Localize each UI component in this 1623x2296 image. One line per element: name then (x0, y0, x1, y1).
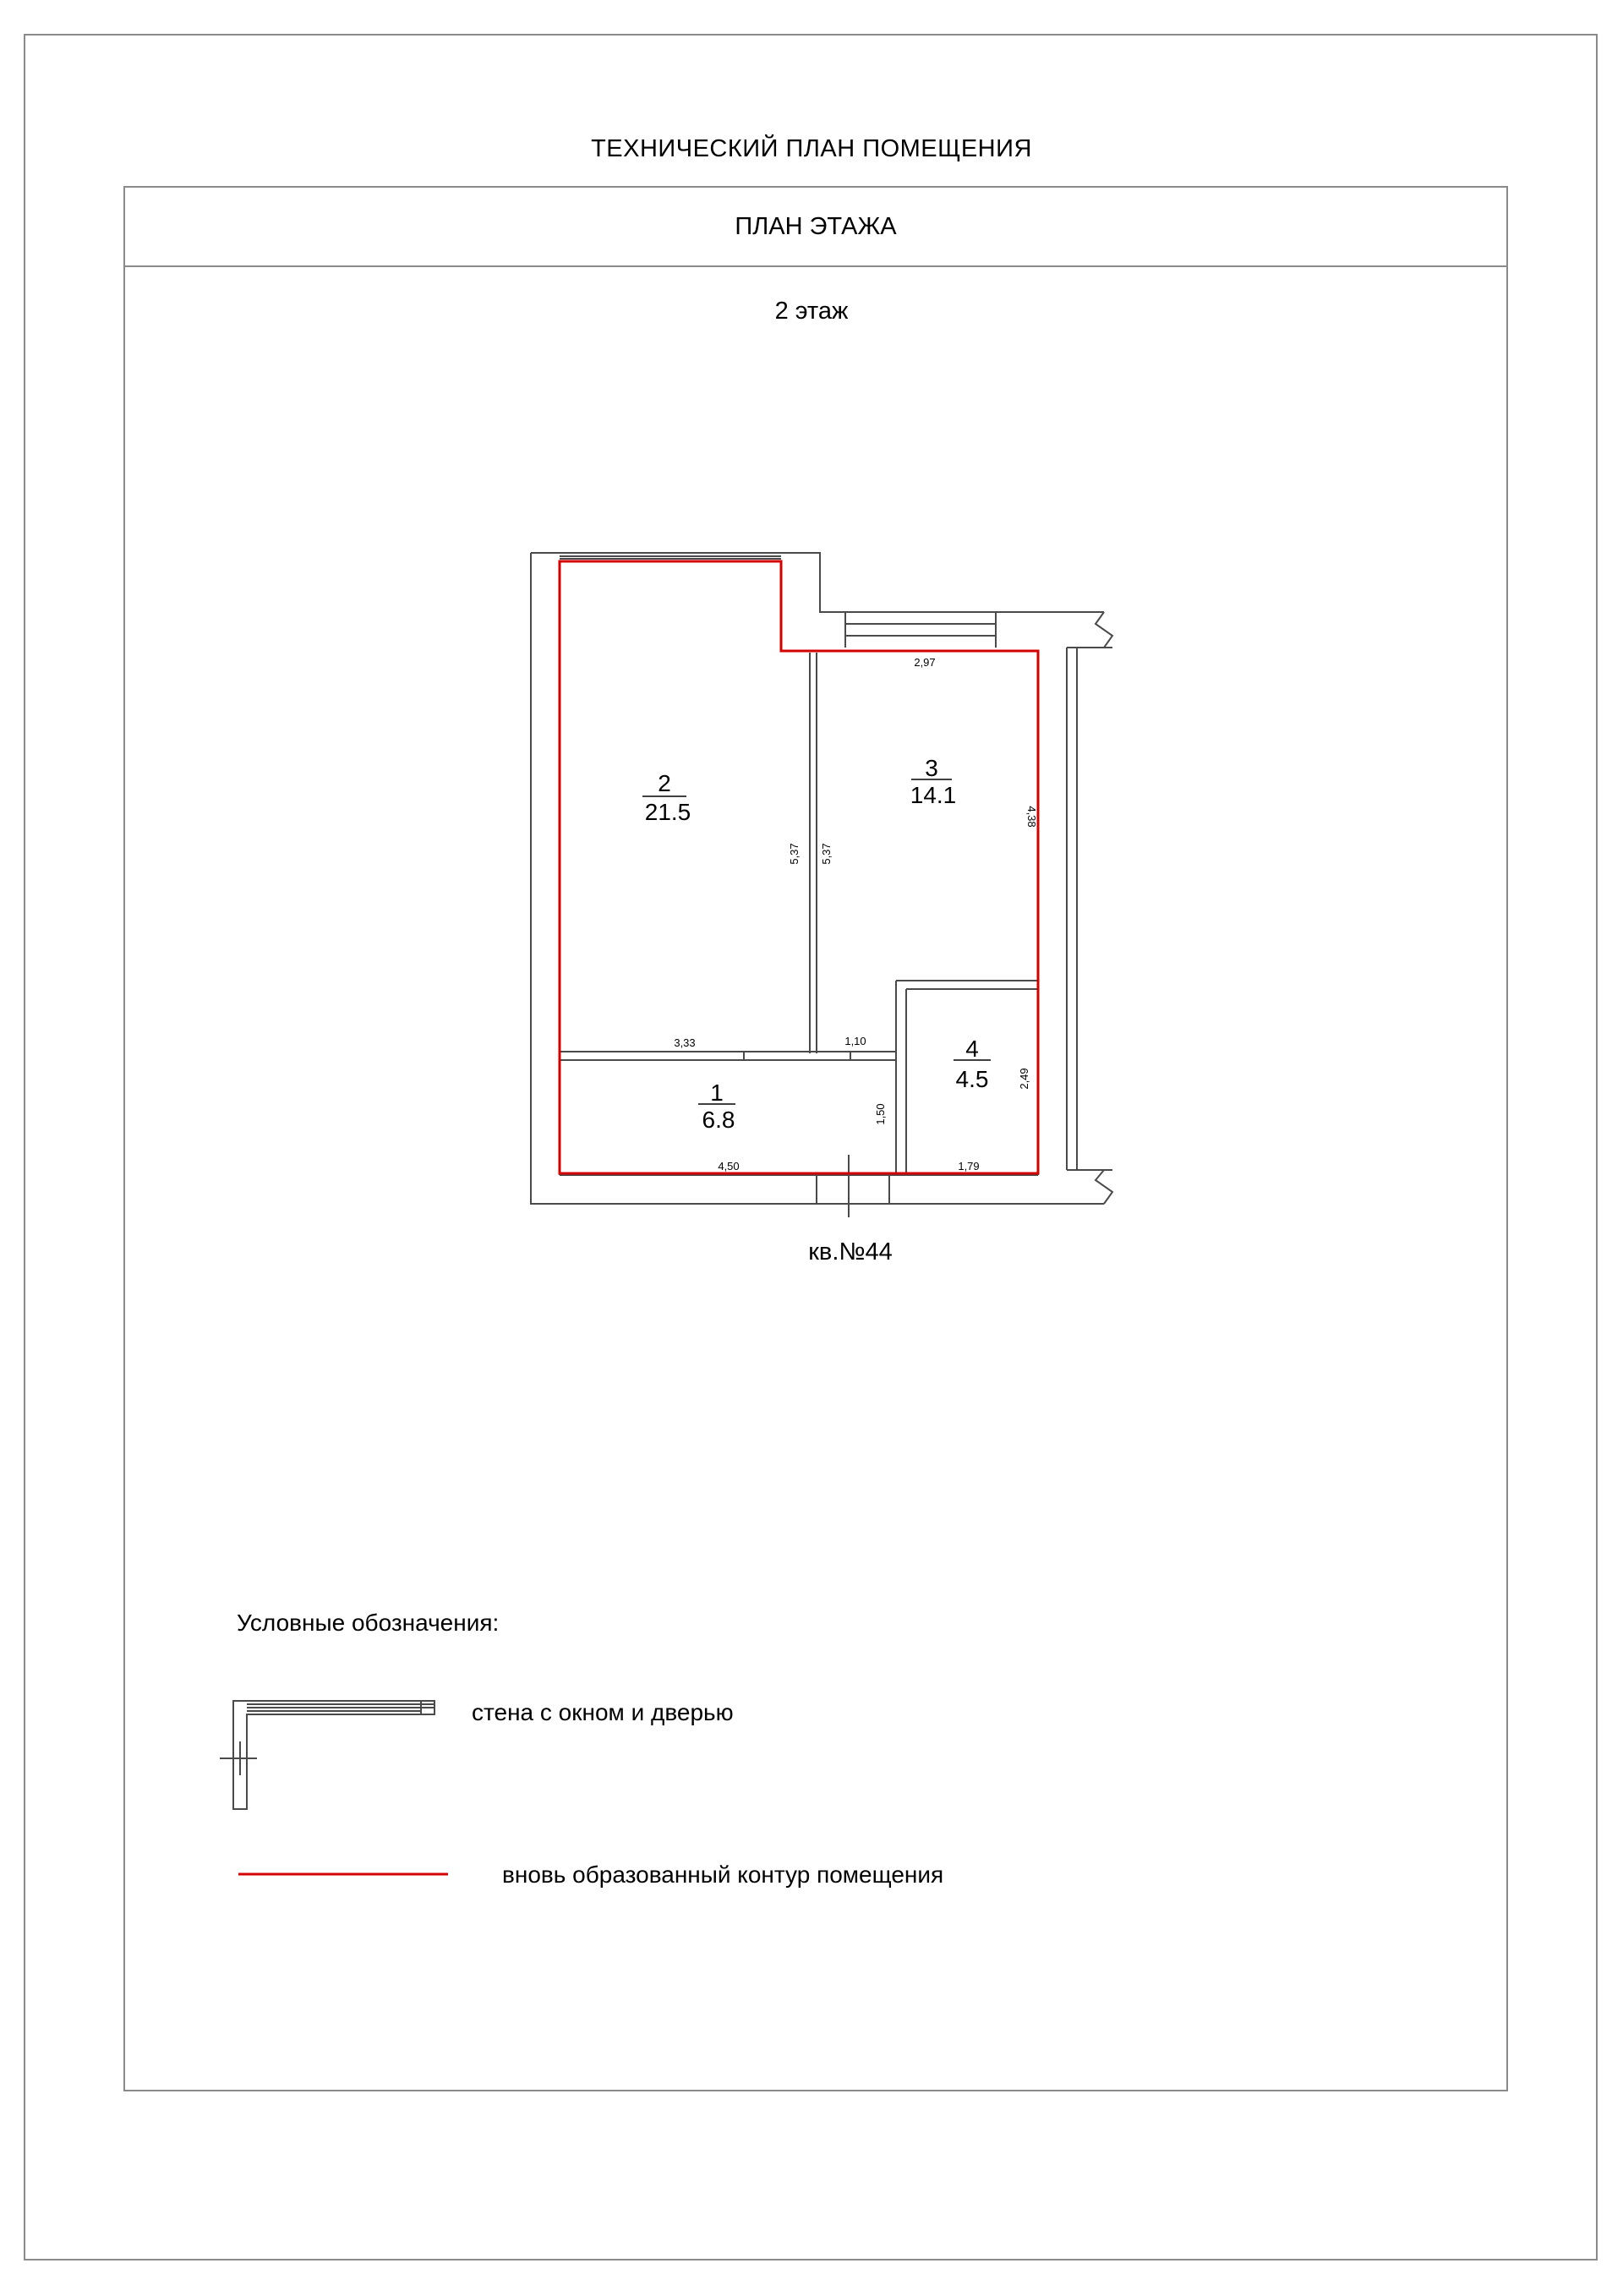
document-title: ТЕХНИЧЕСКИЙ ПЛАН ПОМЕЩЕНИЯ (591, 135, 1032, 162)
section-title: ПЛАН ЭТАЖА (735, 212, 897, 240)
legend-new-contour: вновь образованный контур помещения (502, 1861, 944, 1888)
room-2-number: 2 (658, 770, 671, 796)
room-3-number: 3 (925, 755, 938, 781)
floor-label: 2 этаж (774, 298, 849, 325)
dim-room4-height: 2,49 (1018, 1068, 1030, 1090)
dim-room1-width: 4,50 (718, 1160, 740, 1173)
dim-top-room3: 2,97 (914, 656, 936, 669)
dim-gap: 1,10 (844, 1035, 866, 1047)
dim-room1-height: 1,50 (874, 1103, 887, 1125)
room-4-area: 4.5 (955, 1066, 989, 1092)
room-4-number: 4 (965, 1036, 979, 1062)
room-1-area: 6.8 (702, 1107, 735, 1133)
dim-room4-width: 1,79 (958, 1160, 980, 1173)
room-2-area: 21.5 (644, 799, 691, 825)
room-3-area: 14.1 (910, 782, 957, 808)
dim-room2-width: 3,33 (674, 1036, 696, 1049)
dim-room3-right: 4,38 (1025, 806, 1038, 828)
wall-window-door-icon (220, 1701, 434, 1809)
legend-title: Условные обозначения: (237, 1610, 500, 1636)
room-1-number: 1 (710, 1080, 724, 1106)
legend-wall-window-door: стена с окном и дверью (472, 1699, 734, 1725)
dim-room2-height: 5,37 (788, 843, 801, 865)
apartment-label: кв.№44 (808, 1238, 893, 1266)
dim-room3-height: 5,37 (820, 843, 833, 865)
